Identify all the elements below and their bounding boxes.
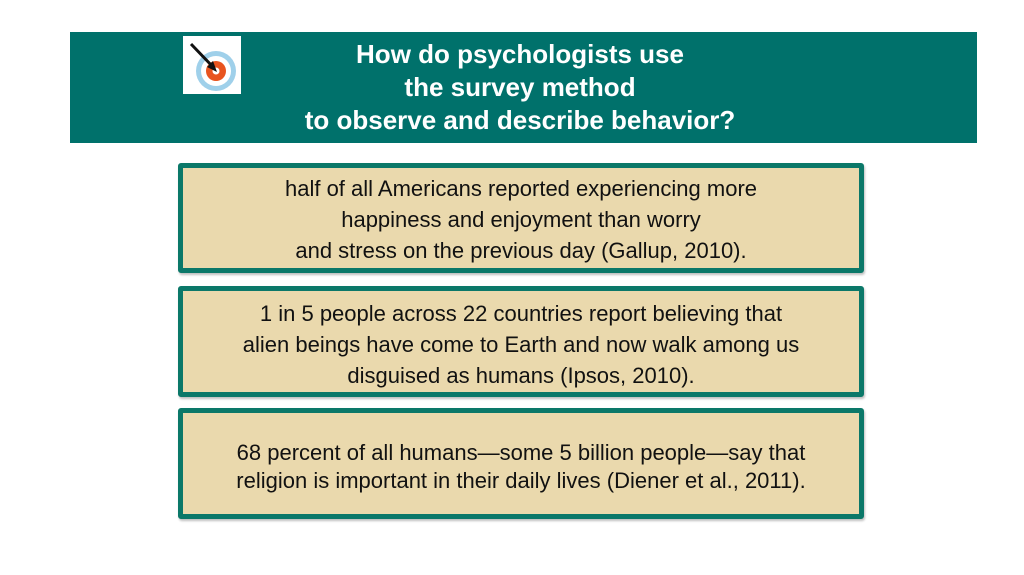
card-text-line: and stress on the previous day (Gallup, 2010). [295,238,747,263]
fact-card-diener [178,408,864,519]
title-line: How do psychologists use [356,39,684,69]
card-text-line: disguised as humans (Ipsos, 2010). [347,363,695,388]
card-text-line: 1 in 5 people across 22 countries report believing that [259,301,783,326]
card-text-line: alien beings have come to Earth and now walk among us [242,332,800,357]
card-text-line: happiness and enjoyment than worry [341,207,701,232]
card-text-line: religion is important in their daily lives (Diener et al., 2011). [236,468,806,493]
page-title [260,38,780,137]
fact-card-ipsos [178,286,864,397]
title-line: the survey method [404,72,636,102]
title-banner [70,32,977,143]
title-line: to observe and describe behavior? [304,105,736,135]
fact-card-gallup [178,163,864,273]
target-arrow-icon [183,36,241,94]
card-text-line: half of all Americans reported experiencing more [284,176,758,201]
card-text-line: 68 percent of all humans—some 5 billion people—say that [236,440,806,465]
